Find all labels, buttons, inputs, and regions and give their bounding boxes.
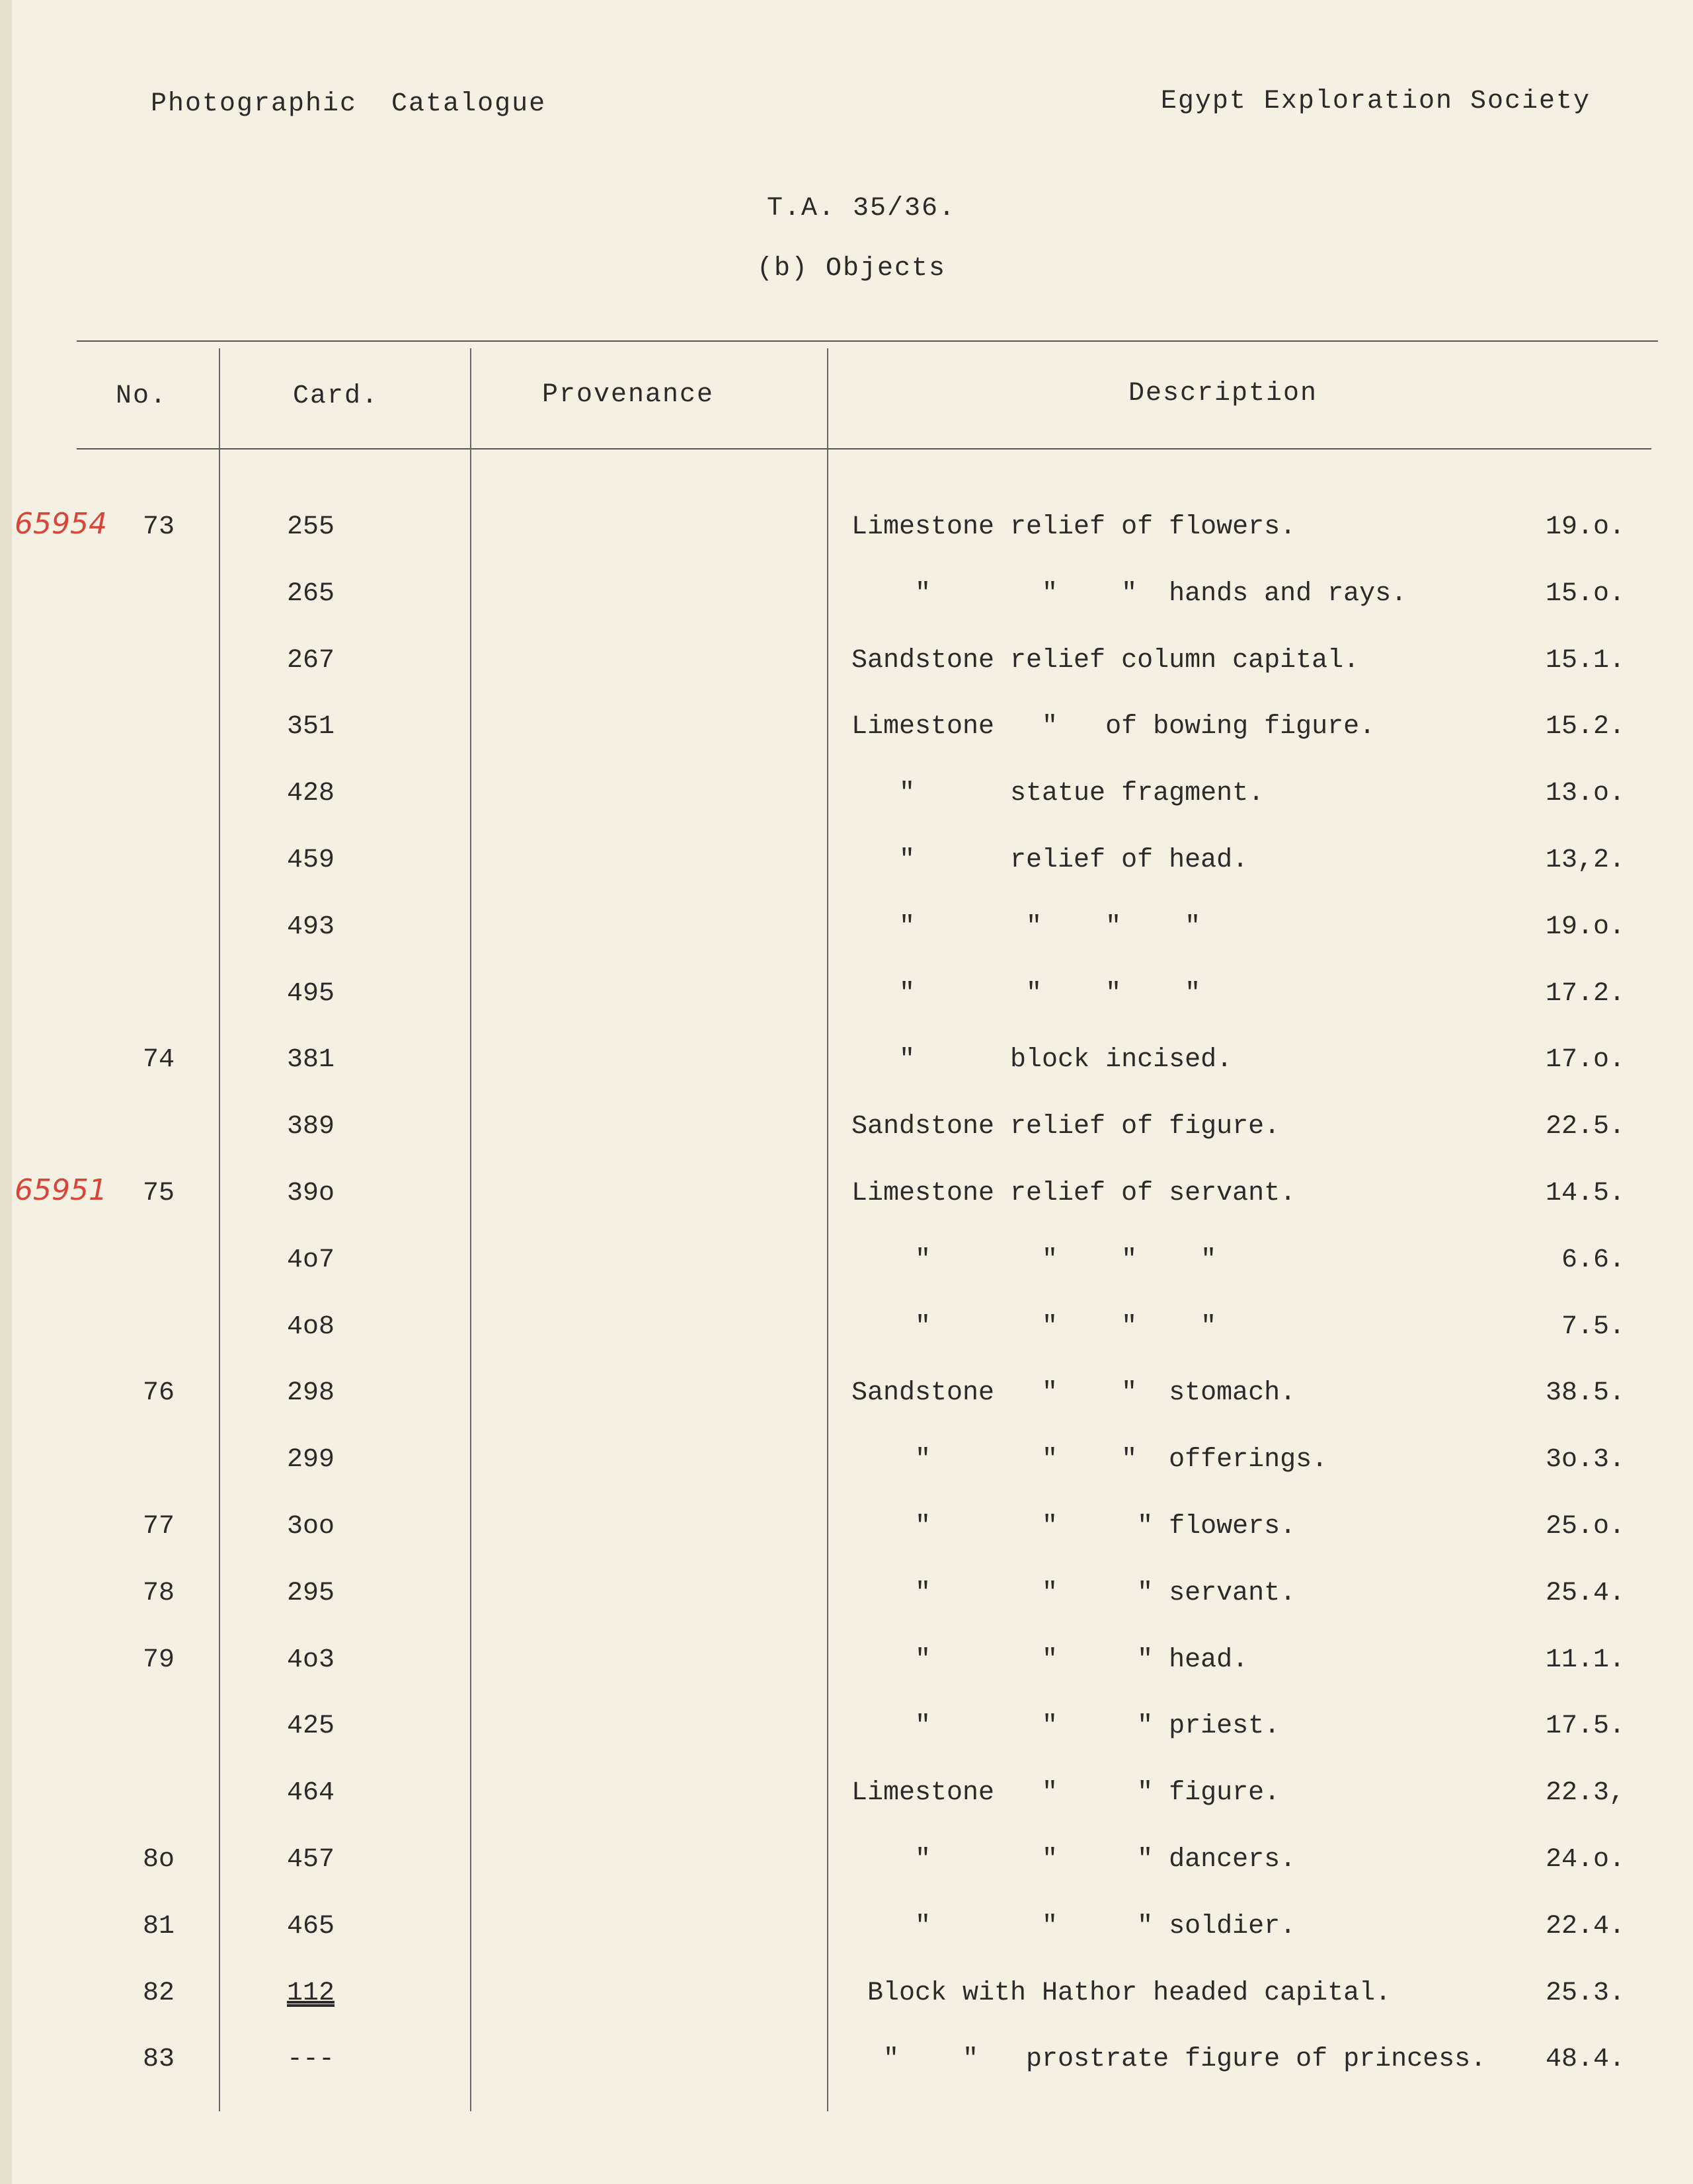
cell-description: " " " priest.: [851, 1711, 1280, 1742]
cell-measurement: 22.5.: [1545, 1112, 1625, 1142]
cell-description: Block with Hathor headed capital.: [851, 1978, 1392, 2008]
cell-measurement: 48.4.: [1545, 2045, 1625, 2075]
table-row: [0, 845, 1693, 885]
cell-description: " relief of head.: [851, 845, 1249, 875]
cell-card: 4o3: [286, 1645, 335, 1675]
cell-description: " " " offerings.: [851, 1445, 1328, 1475]
cell-card: 265: [286, 578, 335, 609]
red-annotation: 65954: [15, 507, 107, 541]
cell-description: " " " servant.: [851, 1578, 1296, 1608]
cell-description: " " " ": [851, 978, 1201, 1009]
cell-measurement: 15.2.: [1545, 712, 1625, 742]
cell-no: 74: [142, 1045, 175, 1075]
table-top-rule: [77, 340, 1658, 342]
table-row: [0, 1579, 1693, 1618]
table-row: [0, 1112, 1693, 1151]
table-row: [0, 1645, 1693, 1685]
cell-card: 267: [286, 645, 335, 676]
table-row: [0, 507, 1693, 552]
cell-card: 465: [286, 1911, 335, 1941]
document-subtitle: (b) Objects: [757, 254, 947, 284]
cell-measurement: 7.5.: [1561, 1311, 1625, 1342]
cell-description: " " prostrate figure of princess.: [851, 2045, 1487, 2075]
column-header-no: No.: [116, 381, 168, 411]
cell-no: 78: [142, 1578, 175, 1608]
cell-card: 39o: [286, 1179, 335, 1208]
table-row: [0, 1912, 1693, 1951]
cell-card: 351: [286, 712, 335, 742]
document-title: T.A. 35/36.: [767, 194, 957, 223]
cell-measurement: 13.o.: [1545, 779, 1625, 809]
cell-measurement: 15.o.: [1545, 578, 1625, 609]
column-header-description: Description: [1128, 379, 1318, 409]
cell-card: 3oo: [286, 1512, 335, 1541]
cell-no: 83: [142, 2045, 175, 2075]
cell-no: 8o: [142, 1845, 175, 1875]
cell-description: " " " head.: [851, 1645, 1249, 1675]
cell-description: " " " flowers.: [851, 1512, 1296, 1541]
cell-card: 459: [286, 845, 335, 875]
table-row: [0, 1845, 1693, 1885]
column-header-provenance: Provenance: [542, 380, 715, 410]
cell-measurement: 19.o.: [1545, 512, 1625, 542]
cell-description: Limestone " " figure.: [851, 1778, 1280, 1809]
cell-card: ---: [286, 2045, 335, 2075]
table-row: [0, 1512, 1693, 1551]
cell-card: 425: [286, 1711, 335, 1742]
cell-measurement: 38.5.: [1545, 1378, 1625, 1409]
cell-description: Sandstone " " stomach.: [851, 1378, 1296, 1409]
cell-card: 381: [286, 1045, 335, 1075]
cell-card: 295: [286, 1578, 335, 1608]
cell-no: 73: [142, 512, 175, 542]
table-row: [0, 646, 1693, 685]
cell-description: " " " soldier.: [851, 1911, 1296, 1941]
cell-card: 389: [286, 1112, 335, 1142]
cell-description: Sandstone relief of figure.: [851, 1112, 1280, 1142]
header-right: Egypt Exploration Society: [1160, 87, 1591, 116]
table-row: [0, 1778, 1693, 1818]
cell-description: " statue fragment.: [851, 779, 1265, 809]
cell-description: Sandstone relief column capital.: [851, 645, 1360, 676]
table-row: [0, 1312, 1693, 1352]
cell-card: 495: [286, 978, 335, 1009]
cell-card: 457: [286, 1845, 335, 1875]
table-row: [0, 979, 1693, 1019]
cell-measurement: 13,2.: [1545, 845, 1625, 875]
cell-card: 493: [286, 912, 335, 942]
cell-card: 4o8: [286, 1311, 335, 1342]
header-left: Photographic Catalogue: [151, 89, 547, 119]
cell-measurement: 25.3.: [1545, 1978, 1625, 2008]
table-row: [0, 1711, 1693, 1751]
cell-no: 81: [142, 1911, 175, 1941]
cell-description: " " " ": [851, 1311, 1217, 1342]
table-row: [0, 1173, 1693, 1218]
cell-card: 428: [286, 779, 335, 809]
cell-description: " block incised.: [851, 1045, 1233, 1075]
cell-measurement: 3o.3.: [1545, 1445, 1625, 1475]
cell-card: 255: [286, 512, 335, 542]
table-row: [0, 1045, 1693, 1085]
cell-no: 77: [142, 1512, 175, 1541]
cell-measurement: 17.2.: [1545, 978, 1625, 1009]
cell-no: 79: [142, 1645, 175, 1675]
table-row: [0, 579, 1693, 619]
cell-measurement: 25.4.: [1545, 1578, 1625, 1608]
cell-measurement: 19.o.: [1545, 912, 1625, 942]
table-row: [0, 1445, 1693, 1485]
cell-measurement: 6.6.: [1561, 1245, 1625, 1275]
table-row: [0, 1245, 1693, 1285]
table-row: [0, 1978, 1693, 2018]
table-row: [0, 912, 1693, 952]
cell-description: Limestone " of bowing figure.: [851, 712, 1376, 742]
cell-measurement: 22.3,: [1545, 1778, 1625, 1809]
cell-description: Limestone relief of flowers.: [851, 512, 1296, 542]
cell-no: 76: [142, 1378, 175, 1409]
cell-description: " " " hands and rays.: [851, 578, 1407, 609]
cell-measurement: 15.1.: [1545, 645, 1625, 676]
cell-measurement: 17.5.: [1545, 1711, 1625, 1742]
cell-card: 464: [286, 1778, 335, 1809]
cell-measurement: 22.4.: [1545, 1911, 1625, 1941]
cell-measurement: 17.o.: [1545, 1045, 1625, 1075]
cell-card: 112: [286, 1978, 335, 2008]
cell-measurement: 24.o.: [1545, 1845, 1625, 1875]
cell-description: " " " ": [851, 1245, 1217, 1275]
cell-measurement: 14.5.: [1545, 1179, 1625, 1208]
cell-card: 298: [286, 1378, 335, 1409]
cell-measurement: 25.o.: [1545, 1512, 1625, 1541]
cell-measurement: 11.1.: [1545, 1645, 1625, 1675]
cell-card: 299: [286, 1445, 335, 1475]
table-row: [0, 779, 1693, 818]
table-row: [0, 712, 1693, 752]
table-row: [0, 1378, 1693, 1418]
column-header-card: Card.: [293, 381, 379, 411]
cell-no: 75: [142, 1179, 175, 1208]
cell-no: 82: [142, 1978, 175, 2008]
cell-description: " " " dancers.: [851, 1845, 1296, 1875]
cell-description: " " " ": [851, 912, 1201, 942]
cell-description: Limestone relief of servant.: [851, 1179, 1296, 1208]
cell-card: 4o7: [286, 1245, 335, 1275]
red-annotation: 65951: [15, 1173, 107, 1207]
table-header-rule: [77, 448, 1651, 449]
table-row: [0, 2045, 1693, 2084]
